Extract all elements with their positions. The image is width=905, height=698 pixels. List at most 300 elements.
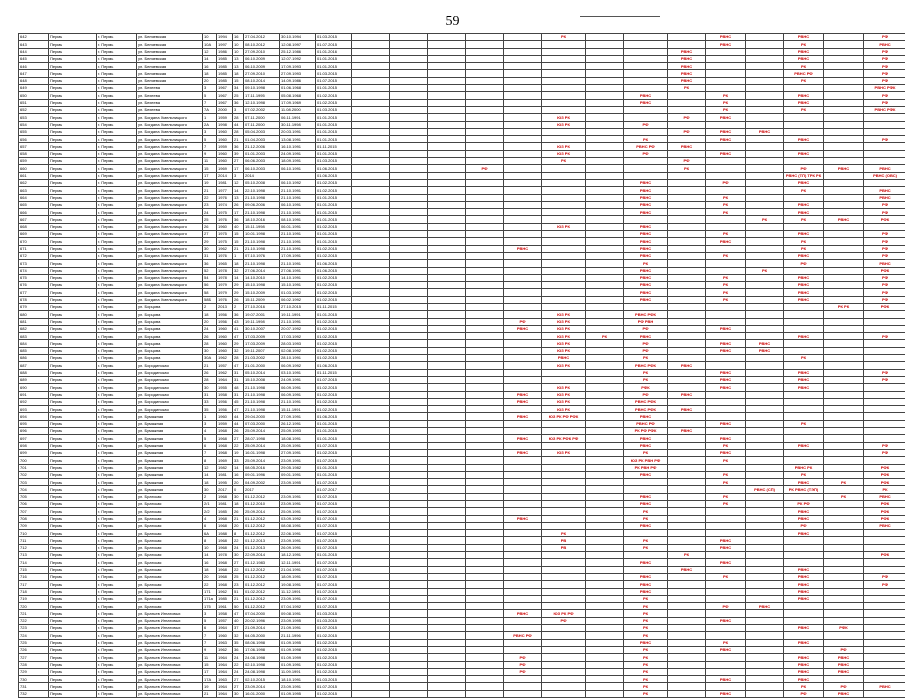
cell-mark [668,595,706,602]
cell-mark [504,588,542,595]
cell-n: 713 [19,552,49,559]
cell-c1: Пермь [49,260,97,267]
cell-d2: 25.09.1991 [280,508,316,515]
cell-mark [784,537,824,544]
cell-mark [624,106,668,113]
table-row [19,486,905,493]
cell-mark [824,566,864,573]
cell-f: 22 [233,537,244,544]
cell-mark [542,573,586,580]
cell-mark [586,231,624,238]
cell-c1: Пермь [49,55,97,62]
cell-mark [352,391,390,398]
cell-mark [746,595,784,602]
cell-mark: РВНС [784,282,824,289]
cell-mark [624,216,668,223]
table-row [19,457,905,464]
cell-mark: РВНС [706,114,746,121]
cell-mark: РФ [864,245,905,252]
table-row [19,588,905,595]
table-row [19,603,905,610]
cell-mark [352,559,390,566]
cell-mark [706,267,746,274]
cell-mark [706,588,746,595]
cell-mark [668,573,706,580]
cell-y: 1976 [217,216,233,223]
cell-d3: 01.02.2015 [316,449,352,456]
cell-mark: ЮЗ РК [542,143,586,150]
cell-mark: РФК [864,479,905,486]
cell-h: 33 [203,398,217,405]
cell-mark: РФ [504,668,542,675]
cell-mark [586,449,624,456]
cell-h: 175 [203,603,217,610]
cell-d3: 01.01.2016 [316,48,352,55]
cell-d2: 02.08.1992 [280,347,316,354]
cell-y: 1960 [217,150,233,157]
cell-mark [428,128,466,135]
cell-d1: 05.10.2008 [244,179,280,186]
cell-d3: 01.01.2015 [316,216,352,223]
cell-c1: Пермь [49,296,97,303]
cell-d1: 08.06.1998 [244,639,280,646]
cell-mark [390,552,428,559]
cell-mark [352,340,390,347]
cell-mark [352,187,390,194]
cell-mark [466,471,504,478]
cell-mark [504,552,542,559]
cell-h: 6А [203,530,217,537]
cell-c2: г. Пермь [97,376,137,383]
cell-mark [586,99,624,106]
cell-mark [504,85,542,92]
cell-c2: г. Пермь [97,486,137,493]
cell-c3: ул. Борцова [137,340,203,347]
cell-mark: РВНС [624,194,668,201]
table-row [19,267,905,274]
cell-h: 22 [203,581,217,588]
cell-mark [668,318,706,325]
cell-c2: г. Пермь [97,347,137,354]
cell-c1: Пермь [49,165,97,172]
cell-mark [504,70,542,77]
cell-c1: Пермь [49,99,97,106]
cell-mark [824,464,864,471]
cell-c2: г. Пермь [97,121,137,128]
cell-mark [466,398,504,405]
cell-mark [668,136,706,143]
cell-mark [784,303,824,310]
cell-mark: ЮЗ РК [542,311,586,318]
cell-mark: РВНС [706,544,746,551]
cell-y: 1964 [217,661,233,668]
cell-c1: Пермь [49,369,97,376]
cell-mark [784,552,824,559]
cell-mark: РФ [864,282,905,289]
cell-mark: РВНС [864,260,905,267]
cell-mark [586,398,624,405]
cell-mark [390,77,428,84]
cell-mark [390,508,428,515]
cell-c1: Пермь [49,362,97,369]
cell-d1: 17.03.2009 [244,340,280,347]
cell-mark: РФ [864,48,905,55]
cell-f: 20 [233,522,244,529]
cell-mark [352,238,390,245]
cell-n: 665 [19,201,49,208]
cell-mark [706,595,746,602]
cell-d2: 06.10.1991 [280,201,316,208]
cell-mark [746,573,784,580]
cell-d1: 21.10.1998 [244,245,280,252]
cell-c1: Пермь [49,376,97,383]
cell-mark [624,114,668,121]
cell-h: 171а [203,595,217,602]
cell-mark [466,48,504,55]
cell-d2: 27.10.2015 [280,303,316,310]
cell-n: 730 [19,676,49,683]
cell-mark [542,690,586,697]
cell-f: 13 [233,194,244,201]
cell-f: 32 [233,632,244,639]
cell-d2: 06.09.1991 [280,384,316,391]
cell-d3: 01.07.2015 [316,457,352,464]
cell-mark [352,406,390,413]
cell-mark [390,632,428,639]
cell-d3: 01.07.2015 [316,537,352,544]
cell-d2: 18.08.1991 [280,435,316,442]
cell-c2: г. Пермь [97,442,137,449]
cell-mark [352,479,390,486]
cell-d1: 22.09.2014 [244,552,280,559]
cell-y: 1956 [217,398,233,405]
cell-c2: г. Пермь [97,369,137,376]
cell-mark [390,340,428,347]
cell-mark [668,530,706,537]
cell-c1: Пермь [49,274,97,281]
cell-c1: Пермь [49,683,97,690]
table-row [19,179,905,186]
cell-c3: ул. Борцова [137,303,203,310]
cell-mark [504,143,542,150]
cell-mark [390,617,428,624]
table-row [19,632,905,639]
cell-n: 668 [19,223,49,230]
cell-c3: ул. Бехеева [137,92,203,99]
cell-mark [504,121,542,128]
cell-mark: РК [784,77,824,84]
cell-f: 17 [233,209,244,216]
cell-mark [428,150,466,157]
cell-c2: г. Пермь [97,384,137,391]
cell-d3: 01.01.2015 [316,311,352,318]
cell-c2: г. Пермь [97,610,137,617]
cell-n: 661 [19,172,49,179]
cell-d1: 17.06.1998 [244,646,280,653]
table-row [19,668,905,675]
cell-f: 24 [233,544,244,551]
cell-mark [352,515,390,522]
cell-mark [668,99,706,106]
cell-c1: Пермь [49,136,97,143]
cell-mark [784,114,824,121]
cell-h: 8 [203,457,217,464]
cell-c2: г. Пермь [97,128,137,135]
cell-c3: ул. Бумажная [137,449,203,456]
cell-mark [504,603,542,610]
cell-mark [504,296,542,303]
cell-d1: 21.10.1998 [244,260,280,267]
cell-n: 719 [19,595,49,602]
cell-c1: Пермь [49,676,97,683]
cell-c1: Пермь [49,603,97,610]
cell-f: 31 [233,376,244,383]
cell-mark: РК [706,573,746,580]
cell-mark: РК [706,457,746,464]
cell-mark [352,260,390,267]
cell-mark [864,420,905,427]
table-row [19,515,905,522]
table-row [19,661,905,668]
cell-mark: РВНС [784,515,824,522]
cell-c1: Пермь [49,420,97,427]
cell-f: 13 [233,63,244,70]
cell-y: 1963 [217,676,233,683]
cell-mark [352,537,390,544]
cell-c3: ул. Бумажная [137,435,203,442]
table-row [19,150,905,157]
cell-mark [824,435,864,442]
cell-mark [542,661,586,668]
cell-h: 26 [203,369,217,376]
cell-mark [668,639,706,646]
cell-mark: РФК [624,384,668,391]
cell-mark [824,114,864,121]
cell-mark [428,114,466,121]
cell-mark: РК [624,136,668,143]
cell-mark: ЮЗ РК РФ [542,610,586,617]
cell-y: 1959 [217,143,233,150]
cell-f: 50 [233,603,244,610]
cell-mark [542,486,586,493]
cell-mark: РВНС [624,99,668,106]
cell-mark [864,362,905,369]
cell-mark [428,179,466,186]
cell-mark [466,136,504,143]
cell-d2: 19.11.1991 [280,311,316,318]
cell-c2: г. Пермь [97,187,137,194]
cell-mark [746,48,784,55]
cell-c1: Пермь [49,610,97,617]
cell-mark [390,136,428,143]
cell-n: 694 [19,413,49,420]
cell-mark [352,143,390,150]
cell-f: 10 [233,41,244,48]
cell-mark [586,566,624,573]
cell-c1: Пермь [49,85,97,92]
cell-mark [466,515,504,522]
cell-mark [746,617,784,624]
cell-y: 1956 [217,311,233,318]
cell-mark [466,209,504,216]
cell-mark: РФ [864,369,905,376]
cell-c1: Пермь [49,544,97,551]
cell-h: 7 [203,449,217,456]
cell-mark: РК [624,595,668,602]
cell-y: 1975 [217,238,233,245]
cell-mark [746,99,784,106]
cell-mark [746,179,784,186]
cell-d1: 06.06.2003 [244,158,280,165]
cell-mark: РВНС [706,128,746,135]
cell-c3: ул. Богдана Хмельницкого [137,165,203,172]
cell-mark [390,63,428,70]
cell-d1: 21.10.1998 [244,398,280,405]
cell-n: 662 [19,179,49,186]
cell-mark [624,172,668,179]
cell-mark [390,311,428,318]
cell-mark [668,347,706,354]
cell-mark [824,187,864,194]
cell-c1: Пермь [49,617,97,624]
cell-mark [668,676,706,683]
cell-mark [668,384,706,391]
cell-mark: РФ [864,231,905,238]
cell-f: 36 [233,99,244,106]
cell-h: 14 [203,55,217,62]
cell-mark [428,223,466,230]
cell-mark [864,617,905,624]
cell-mark [542,41,586,48]
cell-mark [706,632,746,639]
cell-mark [352,617,390,624]
cell-h: 17 [203,668,217,675]
cell-c3: ул. Братьев Игнатовых [137,632,203,639]
cell-n: 731 [19,683,49,690]
cell-mark [466,376,504,383]
cell-d3: 01.01.2015 [316,435,352,442]
cell-d2: 12.11.1991 [280,559,316,566]
cell-mark [864,179,905,186]
cell-mark [428,376,466,383]
cell-mark [586,92,624,99]
cell-mark [504,537,542,544]
cell-mark [352,398,390,405]
cell-mark [706,85,746,92]
cell-c1: Пермь [49,41,97,48]
cell-mark [466,530,504,537]
cell-mark [428,231,466,238]
cell-mark [428,92,466,99]
cell-mark: РФ [624,150,668,157]
cell-mark [428,355,466,362]
cell-c3: ул. Богдана Хмельницкого [137,128,203,135]
cell-mark: РК [706,274,746,281]
cell-mark: РФ [504,318,542,325]
cell-n: 700 [19,457,49,464]
cell-mark [706,303,746,310]
cell-n: 657 [19,143,49,150]
cell-mark [428,588,466,595]
cell-d3: 01.02.2015 [316,347,352,354]
cell-d2: 05.08.1968 [280,92,316,99]
cell-mark [390,85,428,92]
cell-mark [390,515,428,522]
cell-d3: 01.07.2015 [316,77,352,84]
cell-mark: РВНС [504,515,542,522]
cell-mark [784,603,824,610]
cell-mark: РВНС [784,296,824,303]
cell-d2: 17.09.1969 [280,99,316,106]
cell-c2: г. Пермь [97,179,137,186]
cell-f: 45 [233,398,244,405]
cell-h: 21 [203,690,217,697]
cell-f: 29 [233,282,244,289]
cell-d1: 15.10.2008 [244,376,280,383]
cell-mark [352,435,390,442]
cell-y: 1962 [217,646,233,653]
cell-mark: РК [624,537,668,544]
cell-mark [824,457,864,464]
cell-mark [390,588,428,595]
cell-d1: 01.12.2012 [244,566,280,573]
cell-f: 2 [233,303,244,310]
cell-d1: 08.10.2014 [244,77,280,84]
cell-y: 1958 [217,610,233,617]
cell-mark [428,70,466,77]
cell-mark [824,603,864,610]
cell-mark: РВНС [504,435,542,442]
cell-c3: ул. Беляевская [137,55,203,62]
cell-mark: РВНС [624,522,668,529]
cell-mark [668,179,706,186]
cell-d3: 01.01.2015 [316,194,352,201]
cell-c2: г. Пермь [97,136,137,143]
cell-mark [784,158,824,165]
cell-d3: 01.07.2015 [316,442,352,449]
cell-mark: РК [624,515,668,522]
cell-mark [428,391,466,398]
cell-mark [824,347,864,354]
cell-mark: РК [706,99,746,106]
cell-h: 28 [203,376,217,383]
cell-mark [586,508,624,515]
cell-mark [466,231,504,238]
cell-mark [390,603,428,610]
cell-d2: 01.06.1968 [280,85,316,92]
cell-mark [466,479,504,486]
cell-mark [706,48,746,55]
cell-c1: Пермь [49,63,97,70]
cell-mark [390,690,428,697]
cell-mark [746,493,784,500]
table-row [19,501,905,508]
cell-y: 1968 [217,428,233,435]
cell-mark: РК [706,493,746,500]
cell-mark [428,449,466,456]
cell-mark [466,690,504,697]
cell-f: 24 [233,668,244,675]
cell-d1: 20.02.1996 [244,617,280,624]
table-row [19,63,905,70]
cell-d2: 23.09.1991 [280,493,316,500]
cell-mark [586,646,624,653]
cell-c3: ул. Братьев Игнатовых [137,654,203,661]
cell-d3: 01.02.2015 [316,661,352,668]
cell-mark [824,260,864,267]
cell-d1: 24.08.1998 [244,668,280,675]
cell-mark: РК [624,646,668,653]
